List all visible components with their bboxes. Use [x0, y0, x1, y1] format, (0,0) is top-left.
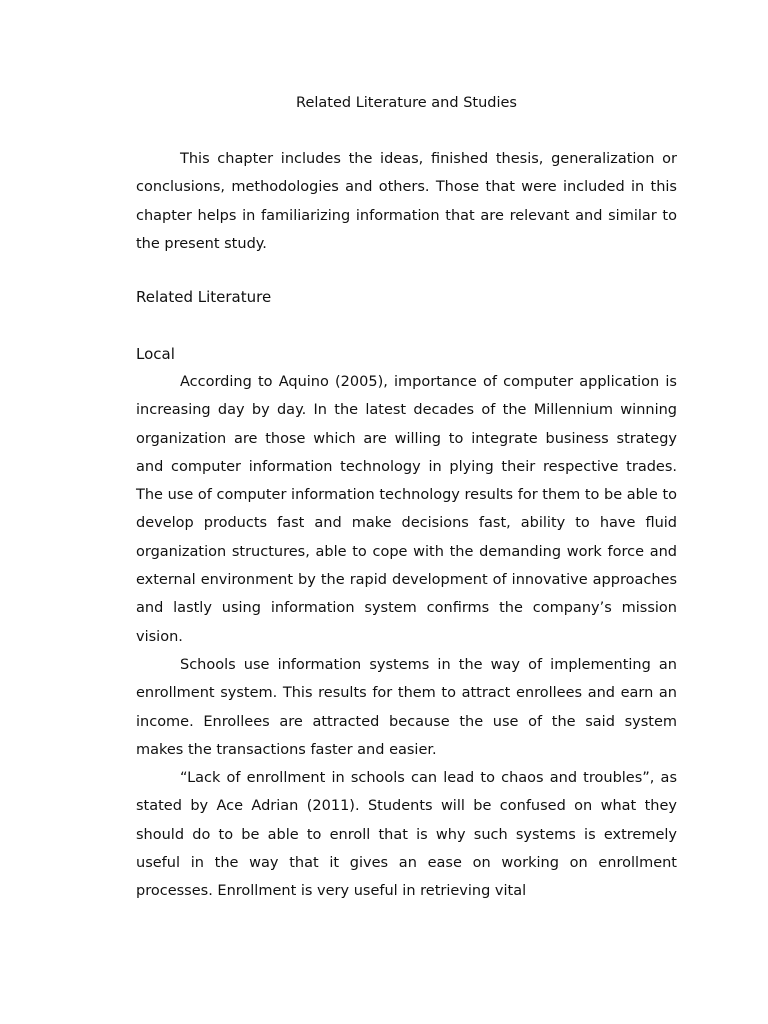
body-paragraph-schools: Schools use information systems in the way of implementing an enrollment system. This results for them to attract enrollees and earn an income. Enrollees are attracted because the use of the said system makes the transactions faster and easier. [136, 657, 677, 758]
document-title: Related Literature and Studies [296, 95, 517, 111]
body-paragraph-aquino: According to Aquino (2005), importance of computer application is increasing day by day. In the latest decades of the Millennium winning organization are those which are willing to integrate business strategy and computer information technology in plying their respective trades. The use of computer information technology results for them to be able to develop products fast and make decisions fast, ability to have fluid organization structures, able to cope with the demanding work force and external environment by the rapid development of innovative approaches and lastly using information system confirms the company’s mission vision. [136, 374, 677, 645]
subsection-heading-local: Local [136, 345, 175, 363]
body-paragraph-enrollment: “Lack of enrollment in schools can lead to chaos and troubles”, as stated by Ace Adrian (2011). Students will be confused on what they should do to be able to enroll that is why such systems is extremely useful in the way that it gives an ease on working on enrollment processes. Enrollment is very useful in retrieving vital [136, 770, 677, 900]
section-heading-related-literature: Related Literature [136, 288, 272, 306]
intro-paragraph: This chapter includes the ideas, finished thesis, generalization or conclusions, methodologies and others. Those that were included in this chapter helps in familiarizing information that are relevant and similar to the present study. [136, 151, 677, 252]
